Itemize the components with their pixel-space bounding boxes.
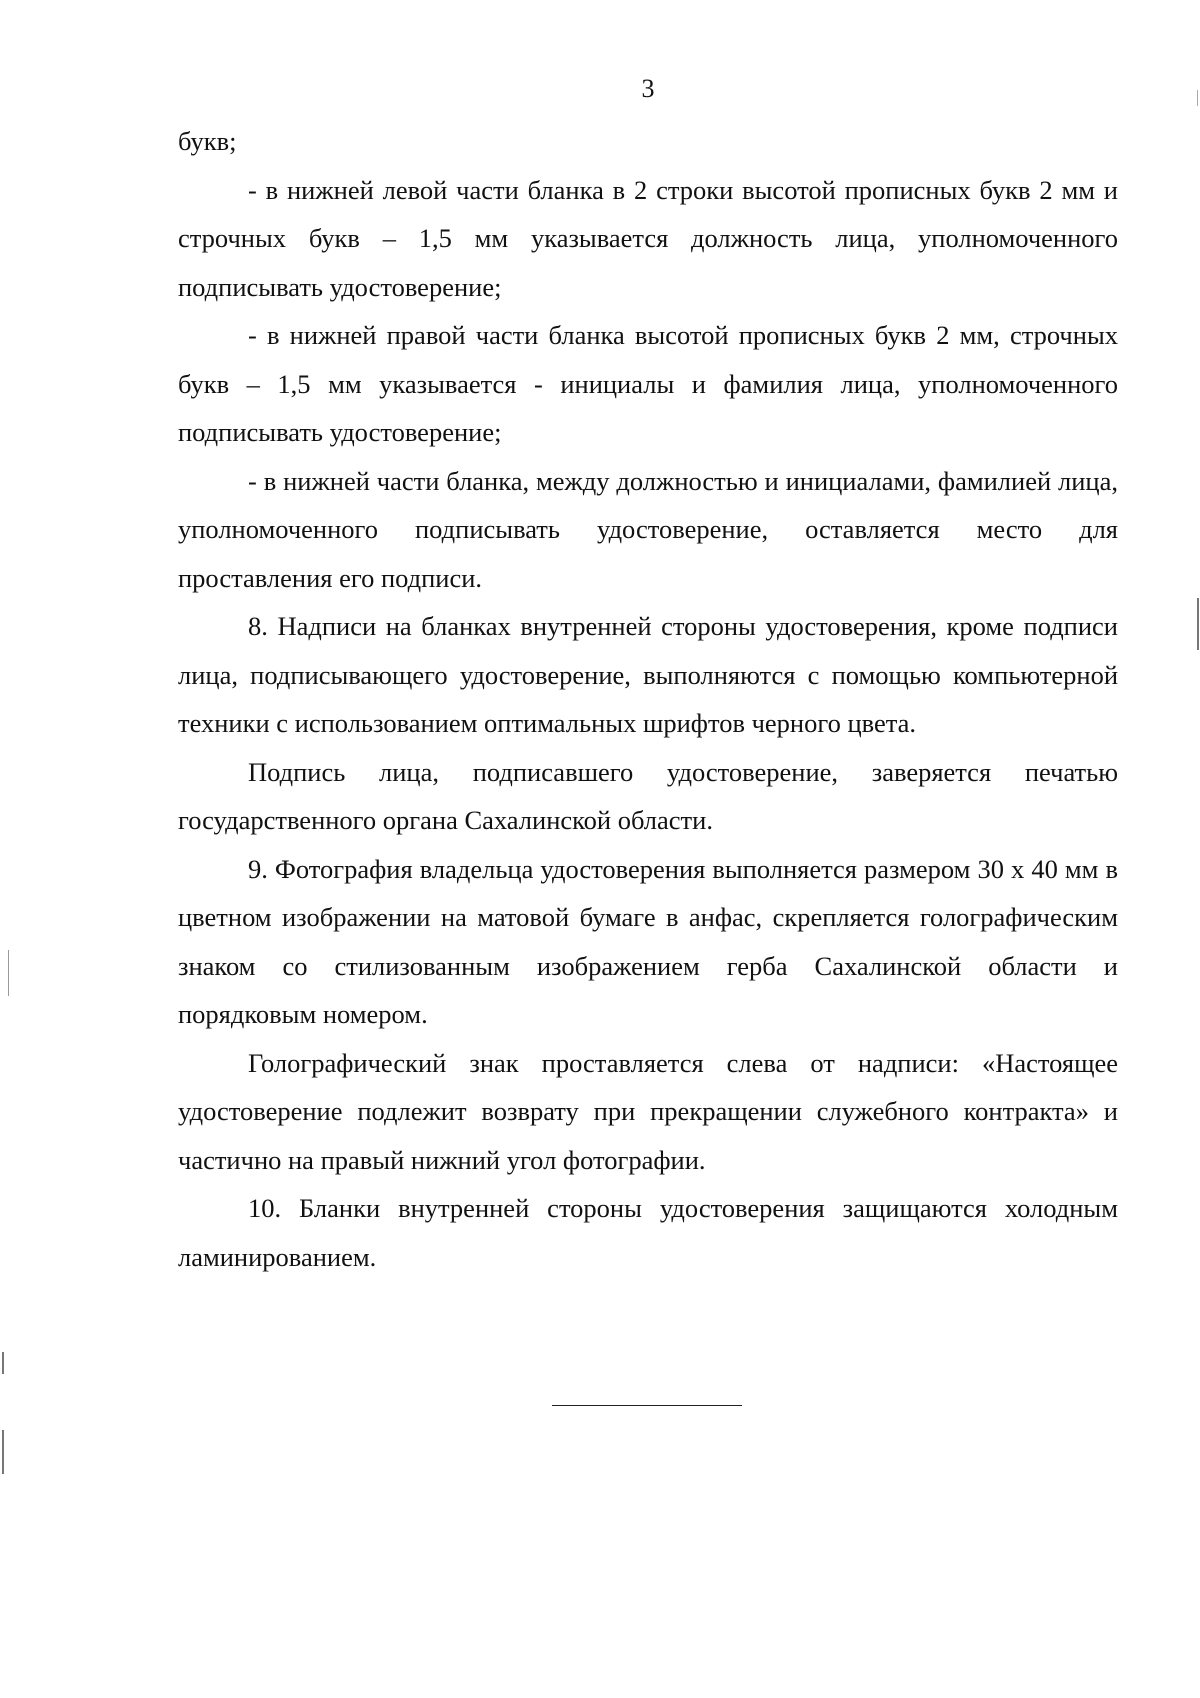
paragraph-item-8: 8. Надписи на бланках внутренней стороны удостоверения, кроме подписи лица, подписывающего удостоверение, выполняются с помощью компьютерной техники с использованием оптимальных шрифтов черного цвета. — [178, 611, 1118, 738]
scan-edge-mark — [2, 1352, 4, 1374]
scan-edge-mark — [8, 950, 9, 996]
document-body — [178, 117, 1118, 1281]
paragraph-lower-left-position: - в нижней левой части бланка в 2 строки высотой прописных букв 2 мм и строчных букв – 1,5 мм указывается должность лица, уполномоченного подписывать удостоверение; — [178, 174, 1118, 302]
paragraph-continuation: букв; — [178, 126, 237, 156]
end-of-document-rule — [552, 1405, 742, 1406]
page-number: 3 — [641, 74, 655, 103]
scan-edge-mark — [2, 1430, 4, 1474]
paragraph-item-10: 10. Бланки внутренней стороны удостоверения защищаются холодным ламинированием. — [178, 1193, 1118, 1272]
paragraph-seal: Подпись лица, подписавшего удостоверение, заверяется печатью государственного органа Сахалинской области. — [178, 756, 1118, 835]
paragraph-item-9: 9. Фотография владельца удостоверения выполняется размером 30 x 40 мм в цветном изображении на матовой бумаге в анфас, скрепляется голографическим знаком со стилизованным изображением герба Сахалинской области и порядковым номером. — [178, 853, 1118, 1029]
paragraph-signature-space: - в нижней части бланка, между должностью и инициалами, фамилией лица, уполномоченного подписывать удостоверение, оставляется место для проставления его подписи. — [178, 465, 1118, 593]
scan-edge-mark — [1197, 598, 1199, 650]
paragraph-hologram: Голографический знак проставляется слева от надписи: «Настоящее удостоверение подлежит возврату при прекращении служебного контракта» и частично на правый нижний угол фотографии. — [178, 1047, 1118, 1175]
paragraph-lower-right-initials: - в нижней правой части бланка высотой прописных букв 2 мм, строчных букв – 1,5 мм указывается - инициалы и фамилия лица, уполномоченного подписывать удостоверение; — [178, 320, 1118, 447]
scan-edge-mark — [1197, 90, 1198, 106]
